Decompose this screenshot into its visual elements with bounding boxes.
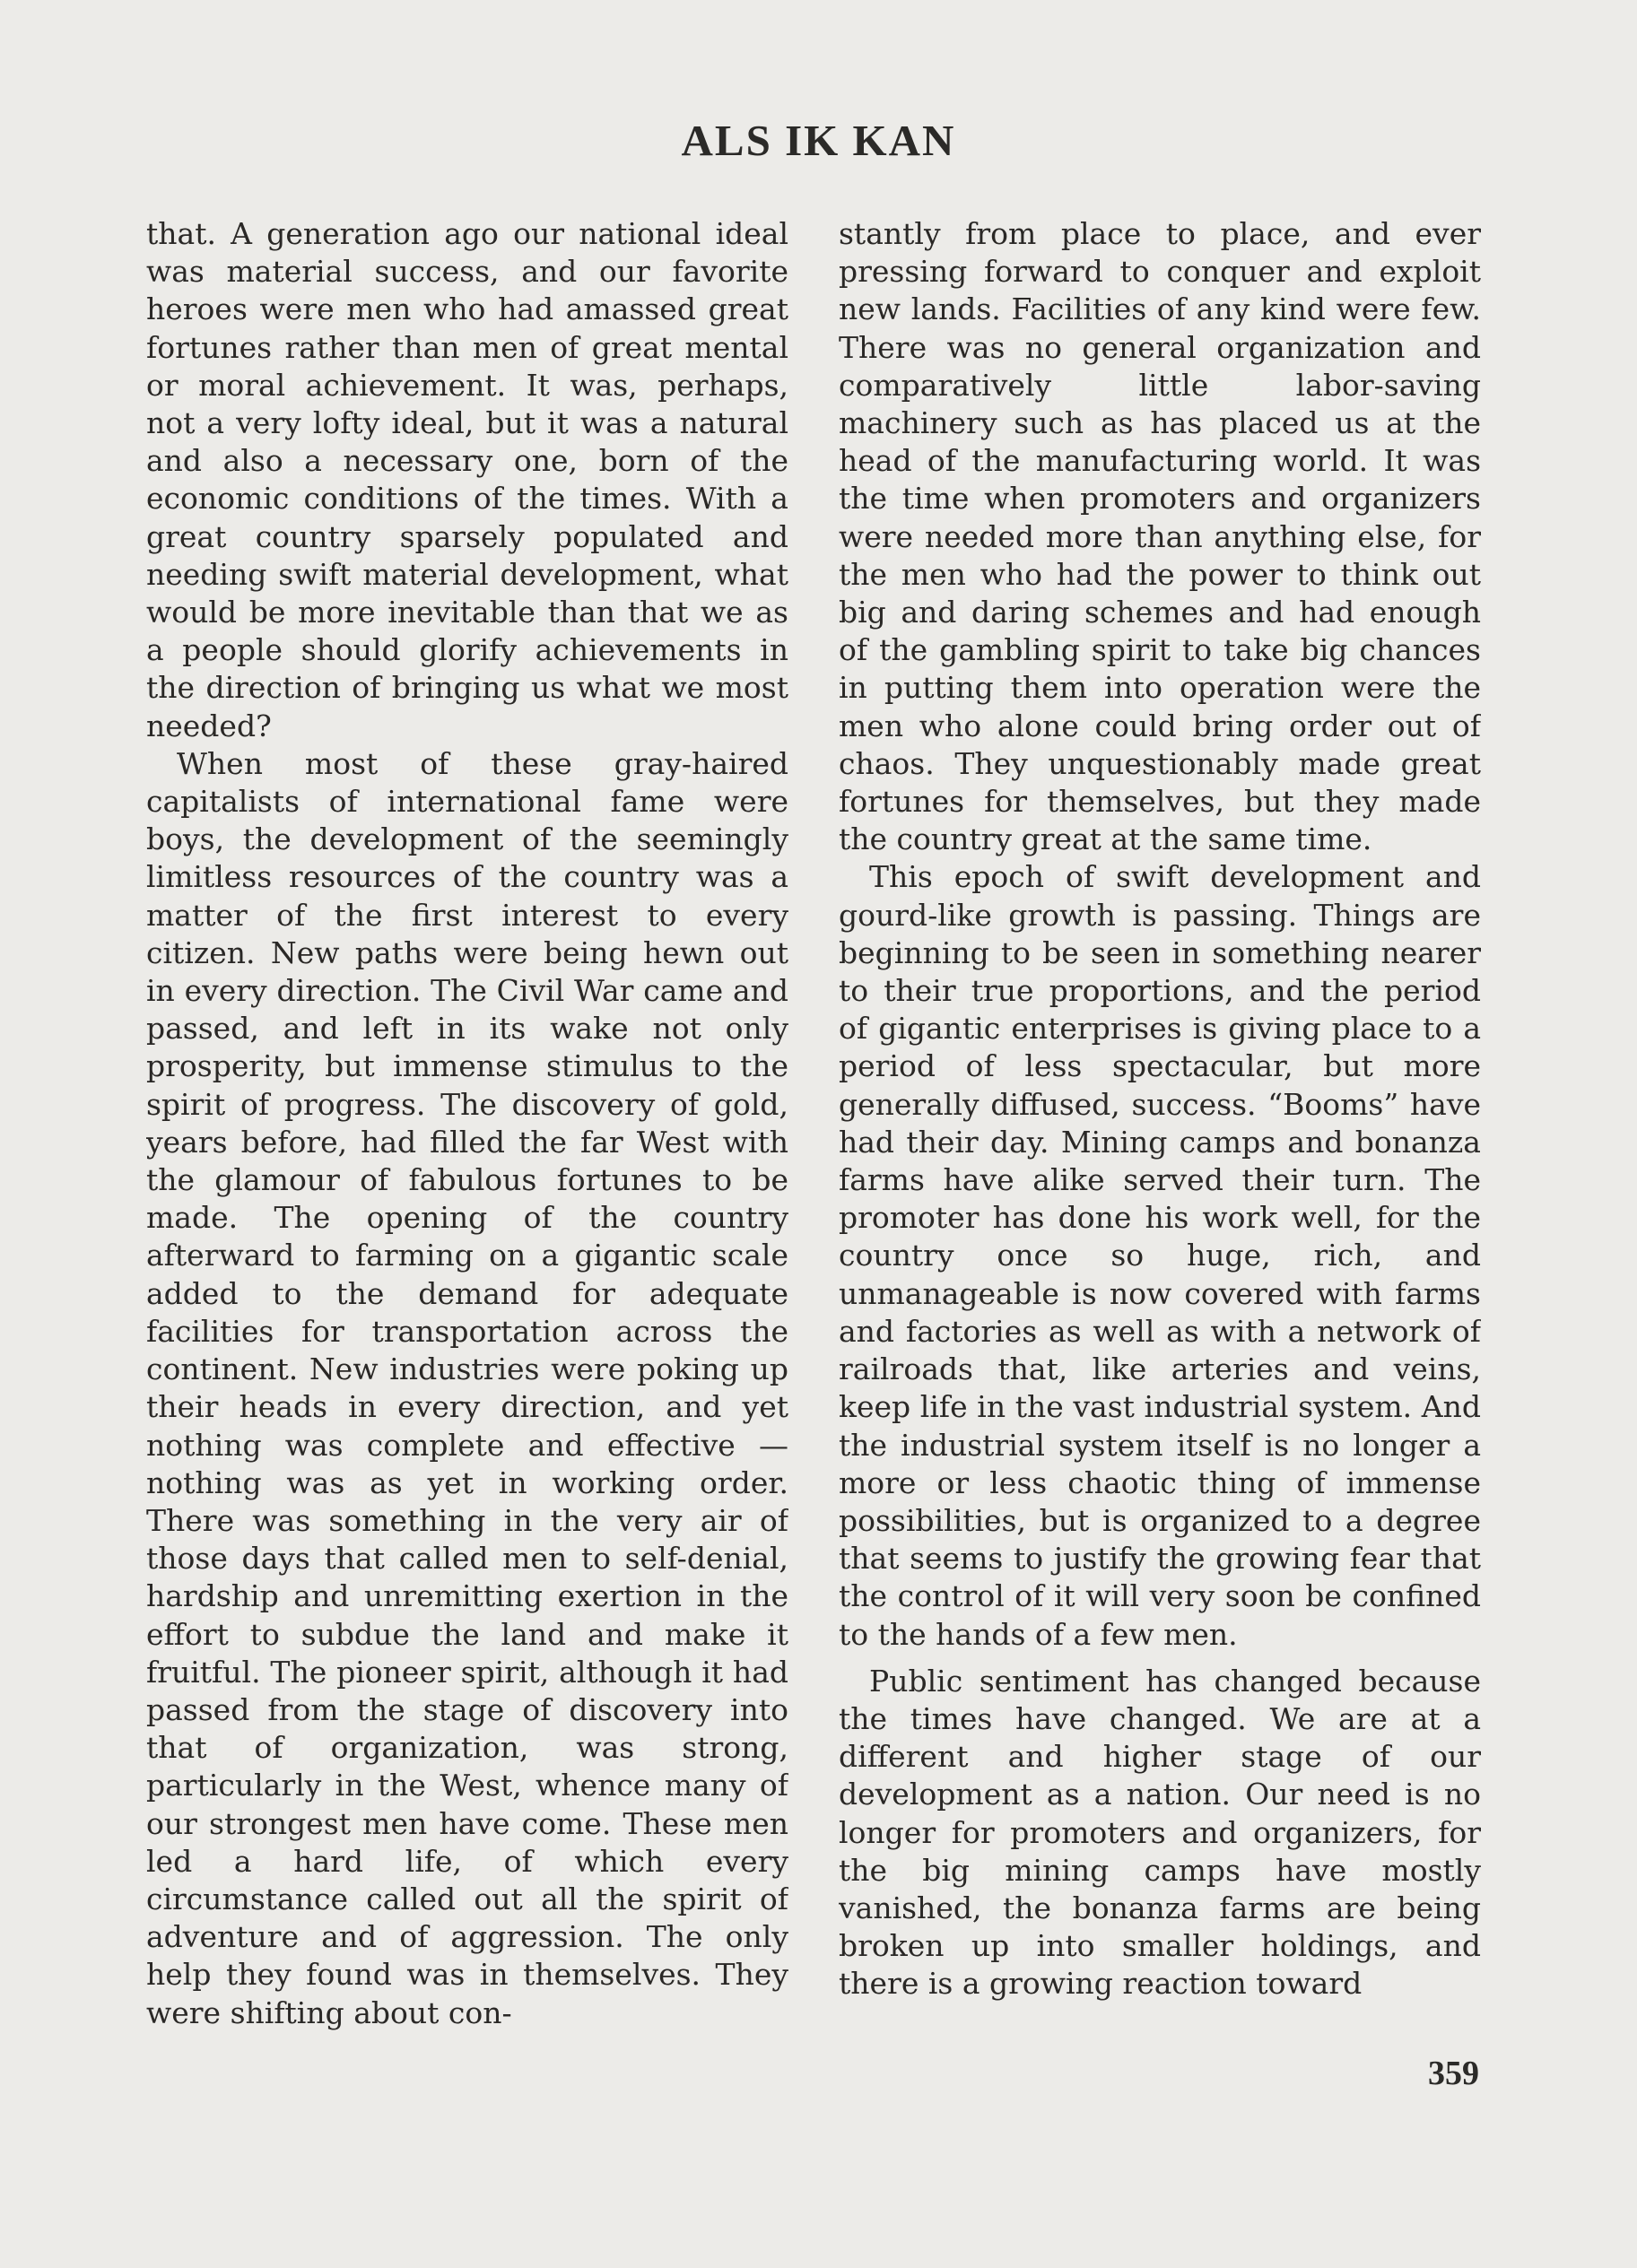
page-number: 359 <box>1428 2055 1479 2092</box>
paragraph: This epoch of swift development and gourd-like growth is passing. Things are beginning to be seen in something nearer to their true proportions, and the period of gigantic enterprises is giving place to a period of less spectacular, but more generally diffused, success. “Booms” have had their day. Mining camps and bonanza farms have alike served their turn. The promoter has done his work well, for the country once so huge, rich, and unmanageable is now covered with farms and factories as well as with a network of railroads that, like arteries and veins, keep life in the vast industrial system. And the industrial system itself is no longer a more or less chaotic thing of immense possibilities, but is organized to a degree that seems to justify the growing fear that the control of it will very soon be confined to the hands of a few men. <box>839 859 1481 1652</box>
paragraph: Public sentiment has changed because the times have changed. We are at a different and higher stage of our development as a nation. Our need is no longer for promoters and organizers, for the big mining camps have mostly vanished, the bonanza farms are being broken up into smaller holdings, and there is a growing reaction toward <box>839 1663 1481 2002</box>
right-column <box>839 215 1481 2072</box>
left-column <box>146 215 788 2072</box>
paragraph: When most of these gray-haired capitalists of international fame were boys, the development of the seemingly limitless resources of the country was a matter of the first interest to every citizen. New paths were being hewn out in every direction. The Civil War came and passed, and left in its wake not only prosperity, but immense stimulus to the spirit of progress. The discovery of gold, years before, had filled the far West with the glamour of fabulous fortunes to be made. The opening of the country afterward to farming on a gigantic scale added to the demand for adequate facilities for transportation across the continent. New industries were poking up their heads in every direction, and yet nothing was complete and effective —nothing was as yet in working order. There was something in the very air of those days that called men to self-denial, hardship and unremitting exertion in the effort to subdue the land and make it fruitful. The pioneer spirit, although it had passed from the stage of discovery into that of organization, was strong, particularly in the West, whence many of our strongest men have come. These men led a hard life, of which every circumstance called out all the spirit of adventure and of aggression. The only help they found was in themselves. They were shifting about con- <box>146 745 788 2030</box>
paragraph: that. A generation ago our national ideal was material success, and our favorite heroes were men who had amassed great fortunes rather than men of great mental or moral achievement. It was, perhaps, not a very lofty ideal, but it was a natural and also a necessary one, born of the economic conditions of the times. With a great country sparsely populated and needing swift material development, what would be more inevitable than that we as a people should glorify achievements in the direction of bringing us what we most needed? <box>146 216 788 743</box>
running-header: ALS IK KAN <box>681 116 956 165</box>
paragraph: stantly from place to place, and ever pressing forward to conquer and exploit new lands. Facilities of any kind were few. There was no general organization and comparatively little labor-saving machinery such as has placed us at the head of the manufacturing world. It was the time when promoters and organizers were needed more than anything else, for the men who had the power to think out big and daring schemes and had enough of the gambling spirit to take big chances in putting them into operation were the men who alone could bring order out of chaos. They unquestionably made great fortunes for themselves, but they made the country great at the same time. <box>839 216 1481 857</box>
